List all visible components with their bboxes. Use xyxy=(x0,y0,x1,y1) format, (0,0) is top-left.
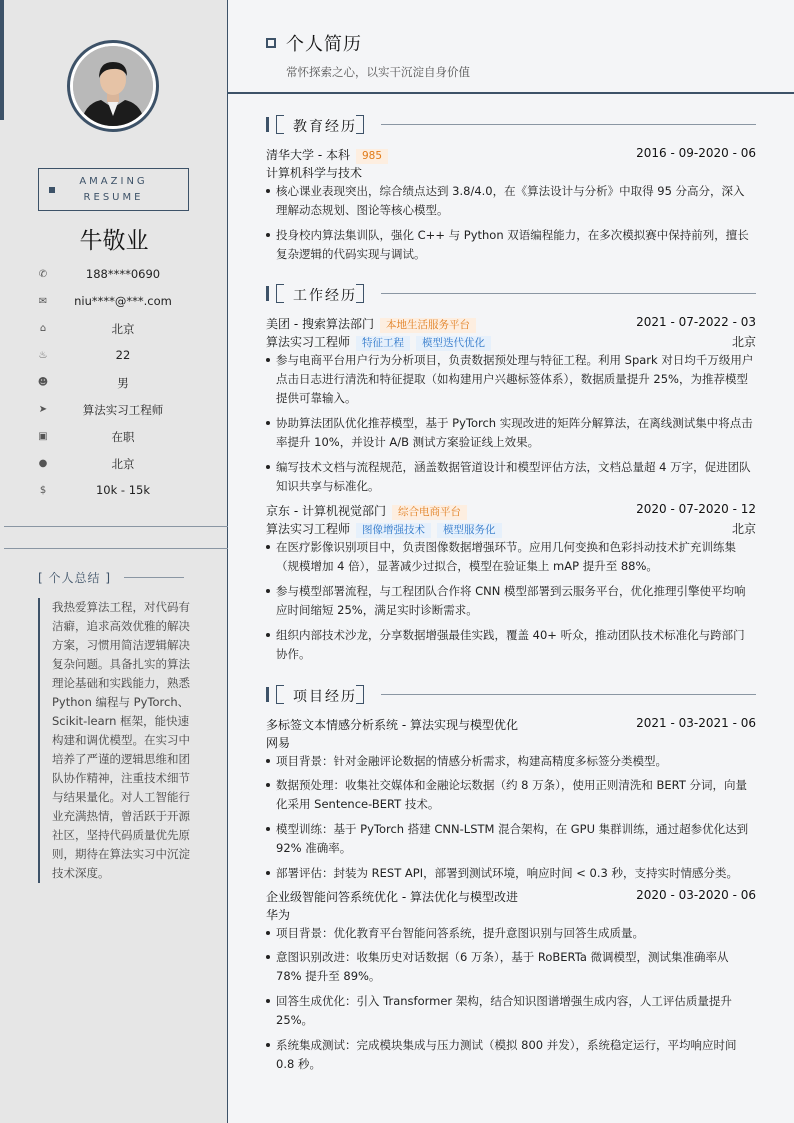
section-projects-heading xyxy=(266,685,756,705)
home-value: 北京 xyxy=(111,322,135,336)
job-role-row xyxy=(266,520,756,538)
status-value: 在职 xyxy=(111,430,135,444)
section-work-heading xyxy=(266,284,756,304)
job-city: 北京 xyxy=(731,335,756,349)
info-gender xyxy=(36,373,196,393)
project-bullet: 系统集成测试：完成模块集成与压力测试（模拟 800 并发），系统稳定运行，平均响应时间 0.8 秒。 xyxy=(266,1036,756,1074)
info-phone xyxy=(36,265,196,285)
info-email xyxy=(36,292,196,312)
project-date: 2021 - 03-2021 - 06 xyxy=(636,716,756,730)
project-name: 多标签文本情感分析系统 - 算法实现与模型优化 xyxy=(266,718,518,732)
summary-heading xyxy=(38,569,111,586)
project-bullet: 项目背景：优化教育平台智能问答系统，提升意图识别与回答生成质量。 xyxy=(266,924,756,943)
project-bullet: 模型训练：基于 PyTorch 搭建 CNN-LSTM 混合架构，在 GPU 集群训练，通过超参优化达到 92% 准确率。 xyxy=(266,820,756,858)
project-org-row xyxy=(266,734,756,752)
section-rule xyxy=(381,694,756,695)
location-value: 北京 xyxy=(111,457,135,471)
project-title-row xyxy=(266,716,756,734)
skill-tag: 模型迭代优化 xyxy=(416,336,491,351)
home-icon: ⌂ xyxy=(39,323,47,334)
job-company: 美团 - 搜索算法部门 xyxy=(266,317,374,331)
bracket-left-icon xyxy=(276,685,284,704)
face-icon: ☻ xyxy=(37,377,49,388)
salary-value: 10k - 15k xyxy=(95,483,151,497)
summary-rule xyxy=(124,577,184,578)
bracket-right-icon xyxy=(356,685,364,704)
job-company-row xyxy=(266,315,756,333)
skill-tag: 特征工程 xyxy=(356,336,410,351)
page-title: 个人简历 xyxy=(286,34,362,55)
job-company: 京东 - 计算机视觉部门 xyxy=(266,504,386,518)
person-name: 牛敬业 xyxy=(79,228,149,254)
send-icon: ➤ xyxy=(38,404,48,415)
project-date: 2020 - 03-2020 - 06 xyxy=(636,888,756,902)
company-tag: 综合电商平台 xyxy=(392,505,467,520)
sidebar-divider xyxy=(4,526,228,527)
job-bullet: 参与模型部署流程，与工程团队合作将 CNN 模型部署到云服务平台，优化推理引擎使平均响应时间缩短 25%，满足实时诊断需求。 xyxy=(266,582,756,620)
money-icon: $ xyxy=(39,485,47,496)
skill-tag: 图像增强技术 xyxy=(356,523,431,538)
email-value: niu****@***.com xyxy=(74,294,172,308)
avatar-photo xyxy=(73,46,153,126)
bracket-right-icon: ] xyxy=(100,571,112,585)
age-value: 22 xyxy=(115,348,131,362)
person-silhouette-icon xyxy=(73,46,153,126)
phone-value: 188****0690 xyxy=(85,267,161,281)
school-tag: 985 xyxy=(356,149,388,164)
position-value: 算法实习工程师 xyxy=(82,403,164,417)
education-date: 2016 - 09-2020 - 06 xyxy=(636,146,756,160)
project-name: 企业级智能问答系统优化 - 算法优化与模型改进 xyxy=(266,890,518,904)
project-bullet: 部署评估：封装为 REST API，部署到测试环境，响应时间 < 0.3 秒，支持实时情感分类。 xyxy=(266,864,756,883)
bracket-right-icon xyxy=(356,115,364,134)
project-org: 华为 xyxy=(266,908,291,922)
section-title: 项目经历 xyxy=(293,689,357,705)
job-role-row xyxy=(266,333,756,351)
company-tag: 本地生活服务平台 xyxy=(380,318,476,333)
project-org-row xyxy=(266,906,756,924)
project-bullet: 项目背景：针对金融评论数据的情感分析需求，构建高精度多标签分类模型。 xyxy=(266,752,756,771)
job-company-row xyxy=(266,502,756,520)
title-square-icon xyxy=(266,38,276,48)
info-position xyxy=(36,400,196,420)
project-org: 网易 xyxy=(266,736,291,750)
phone-icon: ✆ xyxy=(38,269,48,280)
education-bullet: 投身校内算法集训队，强化 C++ 与 Python 双语编程能力，在多次模拟赛中保持前列，擅长复杂逻辑的代码实现与调试。 xyxy=(266,226,756,264)
education-major-row xyxy=(266,164,756,182)
section-education-heading xyxy=(266,115,756,135)
section-title: 教育经历 xyxy=(293,119,357,135)
job-role: 算法实习工程师 xyxy=(266,522,351,536)
section-title: 工作经历 xyxy=(293,288,357,304)
section-bar-icon xyxy=(266,286,269,301)
job-bullet: 协助算法团队优化推荐模型，基于 PyTorch 实现改进的矩阵分解算法，在离线测试集中将点击率提升 10%，并设计 A/B 测试方案验证线上效果。 xyxy=(266,414,756,452)
section-rule xyxy=(381,293,756,294)
sidebar-accent-bar xyxy=(0,0,4,120)
project-bullet: 数据预处理：收集社交媒体和金融论坛数据（约 8 万条），使用正则清洗和 BERT 分词，向量化采用 Sentence-BERT 技术。 xyxy=(266,776,756,814)
info-salary xyxy=(36,481,196,501)
sidebar-divider xyxy=(4,548,228,549)
section-rule xyxy=(381,124,756,125)
bracket-right-icon xyxy=(356,284,364,303)
job-role: 算法实习工程师 xyxy=(266,335,351,349)
project-bullet: 意图识别改进：收集历史对话数据（6 万条），基于 RoBERTa 微调模型，测试集准确率从 78% 提升至 89%。 xyxy=(266,948,756,986)
school-name: 清华大学 - 本科 xyxy=(266,148,350,162)
main-content xyxy=(228,0,794,1123)
info-age xyxy=(36,346,196,366)
section-bar-icon xyxy=(266,687,269,702)
bracket-left-icon: [ xyxy=(38,571,49,585)
section-bar-icon xyxy=(266,117,269,132)
major: 计算机科学与技术 xyxy=(266,166,363,180)
project-bullet: 回答生成优化：引入 Transformer 架构，结合知识图谱增强生成内容，人工评估质量提升 25%。 xyxy=(266,992,756,1030)
bracket-left-icon xyxy=(276,115,284,134)
page-subtitle: 常怀探索之心，以实干沉淀自身价值 xyxy=(286,65,470,79)
job-bullet: 组织内部技术沙龙，分享数据增强最佳实践，覆盖 40+ 听众，推动团队技术标准化与跨部门协作。 xyxy=(266,626,756,664)
badge-square-icon xyxy=(49,187,55,193)
job-date: 2020 - 07-2020 - 12 xyxy=(636,502,756,516)
header-rule xyxy=(228,92,794,94)
bracket-left-icon xyxy=(276,284,284,303)
job-city: 北京 xyxy=(731,522,756,536)
resume-badge-text: AMAZING RESUME xyxy=(79,176,148,203)
project-title-row xyxy=(266,888,756,906)
info-home xyxy=(36,319,196,339)
location-icon: ● xyxy=(38,458,48,469)
cake-icon: ♨ xyxy=(38,350,48,361)
job-bullet: 在医疗影像识别项目中，负责图像数据增强环节。应用几何变换和色彩抖动技术扩充训练集（规模增加 4 倍），显著减少过拟合，模型在验证集上 mAP 提升至 88%。 xyxy=(266,538,756,576)
resume-badge xyxy=(38,168,189,211)
job-bullet: 编写技术文档与流程规范，涵盖数据管道设计和模型评估方法，文档总量超 4 万字，促进团队知识共享与标准化。 xyxy=(266,458,756,496)
gender-value: 男 xyxy=(117,376,129,390)
info-status xyxy=(36,427,196,447)
info-location xyxy=(36,454,196,474)
job-bullet: 参与电商平台用户行为分析项目，负责数据预处理与特征工程。利用 Spark 对日均千万级用户点击日志进行清洗和特征提取（如构建用户兴趣标签体系），数据质量提升 25%，为推荐模型提供可靠输入。 xyxy=(266,351,756,408)
summary-title: 个人总结 xyxy=(48,571,101,585)
briefcase-icon: ▣ xyxy=(38,431,48,442)
summary-text: 我热爱算法工程，对代码有洁癖，追求高效优雅的解决方案，习惯用简洁逻辑解决复杂问题。具备扎实的算法理论基础和实践能力，熟悉 Python 编程与 PyTorch、Scikit-learn 框架，能快速构建和调优模型。在实习中培养了严谨的逻辑思维和团队协作精神，注重技术细节与结果量化。对人工智能行业充满热情，曾活跃于开源社区，坚持代码质量优先原则，期待在算法实习中沉淀技术深度。 xyxy=(38,598,190,883)
skill-tag: 模型服务化 xyxy=(437,523,502,538)
education-bullet: 核心课业表现突出，综合绩点达到 3.8/4.0，在《算法设计与分析》中取得 95 分高分，深入理解动态规划、图论等核心模型。 xyxy=(266,182,756,220)
sidebar xyxy=(0,0,228,1123)
education-school-row xyxy=(266,146,756,164)
job-date: 2021 - 07-2022 - 03 xyxy=(636,315,756,329)
mail-icon: ✉ xyxy=(38,296,48,307)
avatar xyxy=(67,40,159,132)
